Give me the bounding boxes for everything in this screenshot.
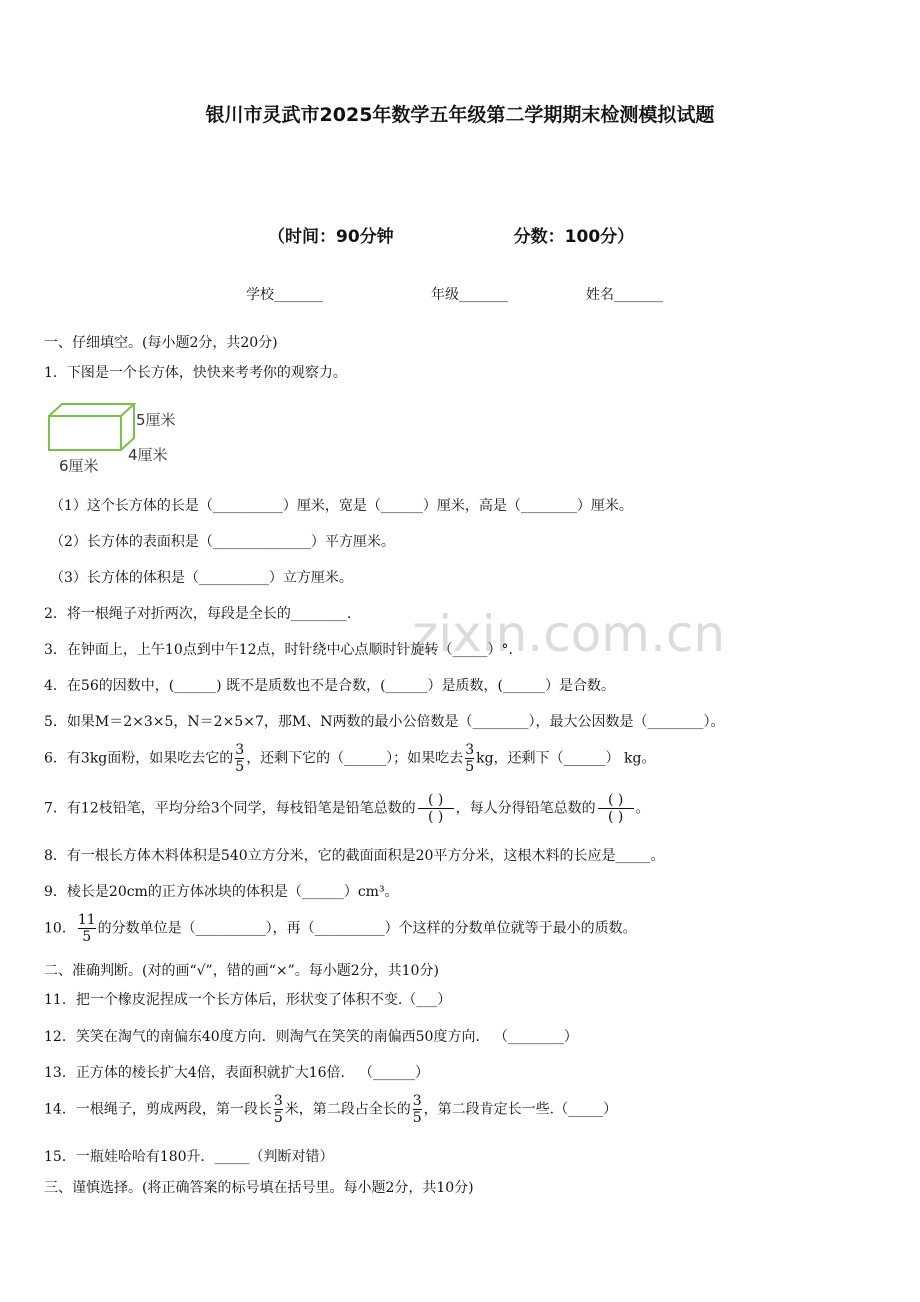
q6-text-c: kg，还剩下（______） kg。	[476, 750, 656, 767]
numerator: 3	[465, 742, 475, 758]
numerator: ( )	[607, 792, 624, 808]
height-label: 5厘米	[136, 411, 176, 429]
q6-fraction-1	[235, 742, 244, 775]
denominator: 5	[465, 759, 475, 775]
question-12: 12．笑笑在淘气的南偏东40度方向．则淘气在笑笑的南偏西50度方向． （________）	[44, 1029, 578, 1045]
q7-text-a: 7．有12枝铅笔，平均分给3个同学，每枝铅笔是铅笔总数的	[44, 800, 416, 817]
q14-text-a: 14．一根绳子，剪成两段，第一段长	[44, 1101, 272, 1118]
width-label: 4厘米	[128, 446, 168, 464]
question-1: 1．下图是一个长方体，快快来考考你的观察力。	[44, 365, 347, 381]
denominator: 5	[235, 759, 245, 775]
numerator: 3	[235, 742, 245, 758]
question-9: 9．棱长是20cm的正方体冰块的体积是（______）cm³。	[44, 884, 399, 900]
question-13: 13．正方体的棱长扩大4倍，表面积就扩大16倍． （______）	[44, 1065, 429, 1081]
section-2-heading: 二、准确判断。(对的画“√”，错的画“×”。每小题2分，共10分)	[44, 963, 439, 979]
q14-fraction-1	[274, 1093, 283, 1126]
question-14	[44, 1093, 617, 1126]
grade-field: 年级_______	[431, 287, 508, 303]
name-field: 姓名_______	[586, 287, 663, 303]
time-score-line	[268, 222, 634, 247]
q14-text-c: ，第二段肯定长一些.（_____）	[423, 1101, 618, 1118]
denominator: ( )	[607, 809, 624, 825]
q10-fraction	[78, 912, 96, 945]
question-5: 5．如果M＝2×3×5，N＝2×5×7，那M、N两数的最小公倍数是（________），最大公因数是（________）。	[44, 714, 725, 730]
question-15: 15．一瓶娃哈哈有180升．_____（判断对错）	[44, 1149, 334, 1165]
denominator: 5	[273, 1110, 283, 1126]
school-field: 学校_______	[246, 287, 323, 303]
numerator: 3	[412, 1093, 422, 1109]
q7-fraction-2	[598, 792, 634, 825]
q6-text-b: ，还剩下它的（______）；如果吃去	[246, 750, 464, 767]
q7-fraction-1	[418, 792, 454, 825]
question-11: 11．把一个橡皮泥捏成一个长方体后，形状变了体积不变.（___）	[44, 992, 452, 1008]
q10-text-b: 的分数单位是（__________），再（__________）个这样的分数单位就等于最小的质数。	[97, 920, 637, 937]
question-1-2: （2）长方体的表面积是（______________）平方厘米。	[50, 534, 395, 550]
denominator: 5	[412, 1110, 422, 1126]
cuboid-shape	[49, 404, 134, 450]
page-title: 银川市灵武市2025年数学五年级第二学期期末检测模拟试题	[205, 104, 715, 126]
q6-fraction-2	[465, 742, 474, 775]
cuboid-figure	[44, 398, 204, 478]
length-label: 6厘米	[59, 457, 99, 475]
numerator: 11	[77, 912, 96, 928]
question-8: 8．有一根长方体木料体积是540立方分米，它的截面面积是20平方分米，这根木料的长应是_____。	[44, 848, 665, 864]
question-6	[44, 742, 655, 775]
question-2: 2．将一根绳子对折两次，每段是全长的________.	[44, 606, 352, 622]
watermark: zixin.com.cn	[412, 605, 726, 663]
numerator: 3	[273, 1093, 283, 1109]
q7-text-c: 。	[635, 800, 650, 817]
question-7	[44, 792, 650, 825]
section-1-heading: 一、仔细填空。(每小题2分，共20分)	[44, 335, 278, 351]
denominator: 5	[82, 929, 92, 945]
q6-text-a: 6．有3kg面粉，如果吃去它的	[44, 750, 234, 767]
question-1-3: （3）长方体的体积是（__________）立方厘米。	[50, 570, 353, 586]
q7-text-b: ，每人分得铅笔总数的	[455, 800, 596, 817]
q14-fraction-2	[413, 1093, 422, 1126]
section-3-heading: 三、谨慎选择。(将正确答案的标号填在括号里。每小题2分，共10分)	[44, 1180, 474, 1196]
question-10	[44, 912, 637, 945]
score-label: 分数：100分）	[513, 227, 635, 247]
question-1-1: （1）这个长方体的长是（__________）厘米，宽是（______）厘米，高是（________）厘米。	[50, 498, 633, 514]
q10-text-a: 10．	[44, 920, 76, 937]
numerator: ( )	[427, 792, 444, 808]
question-3: 3．在钟面上，上午10点到中午12点，时针绕中心点顺时针旋转（_____）°.	[44, 642, 513, 658]
time-label: （时间：90分钟	[268, 227, 394, 247]
denominator: ( )	[427, 809, 444, 825]
q14-text-b: 米，第二段占全长的	[284, 1101, 411, 1118]
question-4: 4．在56的因数中，(______) 既不是质数也不是合数，(______）是质数，(______）是合数。	[44, 678, 616, 694]
